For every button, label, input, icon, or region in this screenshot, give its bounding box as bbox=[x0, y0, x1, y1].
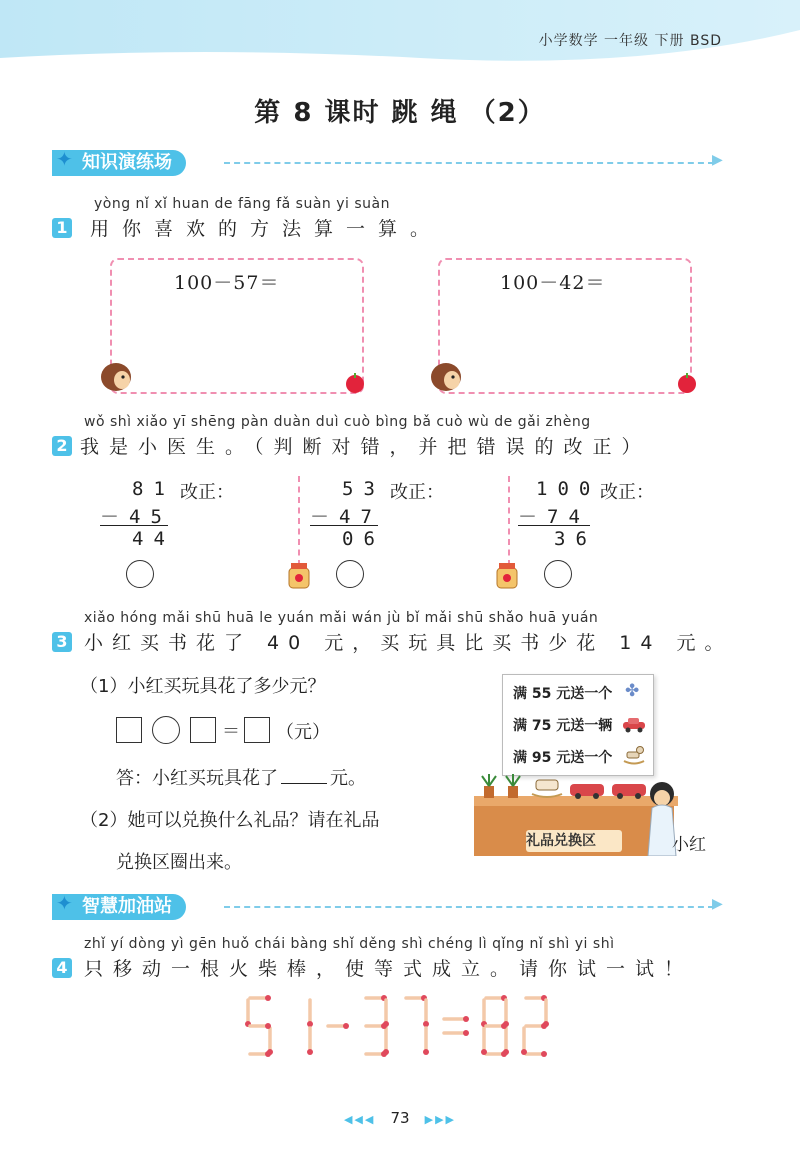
judge-circle[interactable] bbox=[126, 560, 154, 588]
rule-line bbox=[100, 525, 168, 526]
calc-box-a[interactable] bbox=[110, 258, 364, 394]
answer-box[interactable] bbox=[190, 717, 216, 743]
match-head bbox=[265, 995, 271, 1001]
toy-car-icon[interactable] bbox=[621, 717, 647, 733]
match-head bbox=[501, 1023, 507, 1029]
match-head bbox=[343, 1023, 349, 1029]
column-divider bbox=[508, 476, 510, 566]
column-divider bbox=[298, 476, 300, 566]
sign-line-55: 满 55 元送一个 bbox=[513, 686, 613, 702]
match-head bbox=[541, 1023, 547, 1029]
match-head bbox=[307, 1049, 313, 1055]
judge-circle[interactable] bbox=[544, 560, 572, 588]
sign-line-95: 满 95 元送一个 bbox=[513, 750, 613, 766]
q3-sub2-line1: （2）她可以兑换什么礼品？请在礼品 bbox=[80, 810, 380, 831]
apple-icon bbox=[676, 372, 698, 394]
fix-label: 改正： bbox=[390, 482, 444, 503]
matchstick-equation[interactable] bbox=[240, 990, 560, 1062]
potted-plant-icon bbox=[506, 774, 520, 798]
match-head bbox=[423, 1021, 429, 1027]
answer-prefix: 答：小红买玩具花了 bbox=[116, 768, 278, 789]
subtrahend: －47 bbox=[310, 506, 382, 528]
star-icon: ✦ bbox=[56, 147, 73, 171]
match-head bbox=[307, 1021, 313, 1027]
counter-label: 礼品兑换区 bbox=[526, 833, 596, 849]
answer-box[interactable] bbox=[116, 717, 142, 743]
apple-icon bbox=[344, 372, 366, 394]
q3-text: 小红买书花了 40 元，买玩具比买书少花 14 元。 bbox=[84, 632, 733, 654]
hedgehog-icon bbox=[428, 355, 464, 393]
minuend: 100 bbox=[536, 478, 601, 500]
answer-box[interactable] bbox=[244, 717, 270, 743]
potted-plant-icon bbox=[482, 774, 496, 798]
match-head bbox=[463, 1030, 469, 1036]
medicine-jar-icon bbox=[286, 560, 312, 590]
medicine-jar-icon bbox=[494, 560, 520, 590]
answer-line bbox=[116, 764, 366, 790]
girl-name-label: 小红 bbox=[672, 835, 706, 855]
page-title: 第 8 课时 跳 绳 （2） bbox=[254, 98, 546, 128]
calc-box-b[interactable] bbox=[438, 258, 692, 394]
minuend: 81 bbox=[132, 478, 175, 500]
match-head bbox=[463, 1016, 469, 1022]
page-footer bbox=[0, 1108, 800, 1127]
match-head bbox=[481, 1049, 487, 1055]
subtraction-problem bbox=[514, 476, 714, 596]
q2-number: 2 bbox=[52, 436, 72, 456]
calc-expression-b: 100－42＝ bbox=[500, 272, 606, 294]
rocking-horse-icon bbox=[532, 780, 562, 797]
q4-pinyin: zhǐ yí dòng yì gēn huǒ chái bàng shǐ děng shì chéng lì qǐng nǐ shì yi shì bbox=[84, 936, 615, 952]
match-head bbox=[521, 1049, 527, 1055]
match-head bbox=[265, 1051, 271, 1057]
equation-row bbox=[116, 716, 356, 746]
match-head bbox=[541, 1051, 547, 1057]
next-arrows-icon: ▶▶▶ bbox=[424, 1113, 457, 1126]
prev-arrows-icon: ◀◀◀ bbox=[343, 1113, 376, 1126]
q1-pinyin: yòng nǐ xǐ huan de fāng fǎ suàn yi suàn bbox=[94, 196, 390, 212]
page-number: 73 bbox=[390, 1109, 410, 1127]
minuend: 53 bbox=[342, 478, 385, 500]
q2-pinyin: wǒ shì xiǎo yī shēng pàn duàn duì cuò bìng bǎ cuò wù de gǎi zhèng bbox=[84, 414, 591, 430]
subtrahend: －45 bbox=[100, 506, 172, 528]
q1-text: 用你喜欢的方法算一算。 bbox=[90, 218, 443, 240]
fix-label: 改正： bbox=[180, 482, 234, 503]
answer-suffix: 元。 bbox=[330, 768, 366, 789]
calc-expression-a: 100－57＝ bbox=[174, 272, 280, 294]
q3-number: 3 bbox=[52, 632, 72, 652]
section-banner-practice bbox=[52, 147, 723, 176]
judge-circle[interactable] bbox=[336, 560, 364, 588]
rule-line bbox=[518, 525, 590, 526]
arrow-icon: ▶ bbox=[712, 896, 723, 912]
subtraction-problem bbox=[306, 476, 486, 596]
match-head bbox=[381, 1051, 387, 1057]
dashed-divider bbox=[224, 906, 714, 908]
unit-label: （元） bbox=[276, 722, 330, 743]
subtraction-problem bbox=[96, 476, 276, 596]
star-icon: ✦ bbox=[56, 891, 73, 915]
arrow-icon: ▶ bbox=[712, 152, 723, 168]
difference: 36 bbox=[554, 528, 597, 550]
section-label-practice: ✦ 知识演练场 bbox=[52, 150, 186, 176]
answer-blank[interactable] bbox=[281, 783, 327, 784]
difference: 06 bbox=[342, 528, 385, 550]
dashed-divider bbox=[224, 162, 714, 164]
sign-line-75: 满 75 元送一辆 bbox=[513, 718, 613, 734]
match-head bbox=[265, 1023, 271, 1029]
q2-text: 我是小医生。（判断对错，并把错误的改正） bbox=[80, 436, 651, 458]
gift-sign bbox=[502, 674, 654, 776]
section-banner-wisdom bbox=[52, 891, 723, 920]
hedgehog-icon bbox=[98, 355, 134, 393]
subtrahend: －74 bbox=[518, 506, 590, 528]
difference: 44 bbox=[132, 528, 175, 550]
pinwheel-icon[interactable]: ✤ bbox=[625, 681, 640, 701]
match-head bbox=[501, 1051, 507, 1057]
q1-number: 1 bbox=[52, 218, 72, 238]
q3-sub2-line2: 兑换区圈出来。 bbox=[116, 852, 242, 873]
section-label-wisdom: ✦ 智慧加油站 bbox=[52, 894, 186, 920]
book-meta: 小学数学 一年级 下册 BSD bbox=[538, 33, 722, 49]
match-head bbox=[381, 1023, 387, 1029]
rocking-horse-icon[interactable] bbox=[621, 743, 647, 765]
q3-pinyin: xiǎo hóng mǎi shū huā le yuán mǎi wán jù bǐ mǎi shū shǎo huā yuán bbox=[84, 610, 599, 626]
q4-text: 只移动一根火柴棒，使等式成立。请你试一试！ bbox=[84, 958, 694, 980]
rule-line bbox=[310, 525, 378, 526]
equals-sign: ＝ bbox=[222, 721, 240, 742]
q4-number: 4 bbox=[52, 958, 72, 978]
operator-circle[interactable] bbox=[152, 716, 180, 744]
match-head bbox=[423, 1049, 429, 1055]
q3-sub1: （1）小红买玩具花了多少元？ bbox=[80, 676, 326, 697]
fix-label: 改正： bbox=[600, 482, 654, 503]
